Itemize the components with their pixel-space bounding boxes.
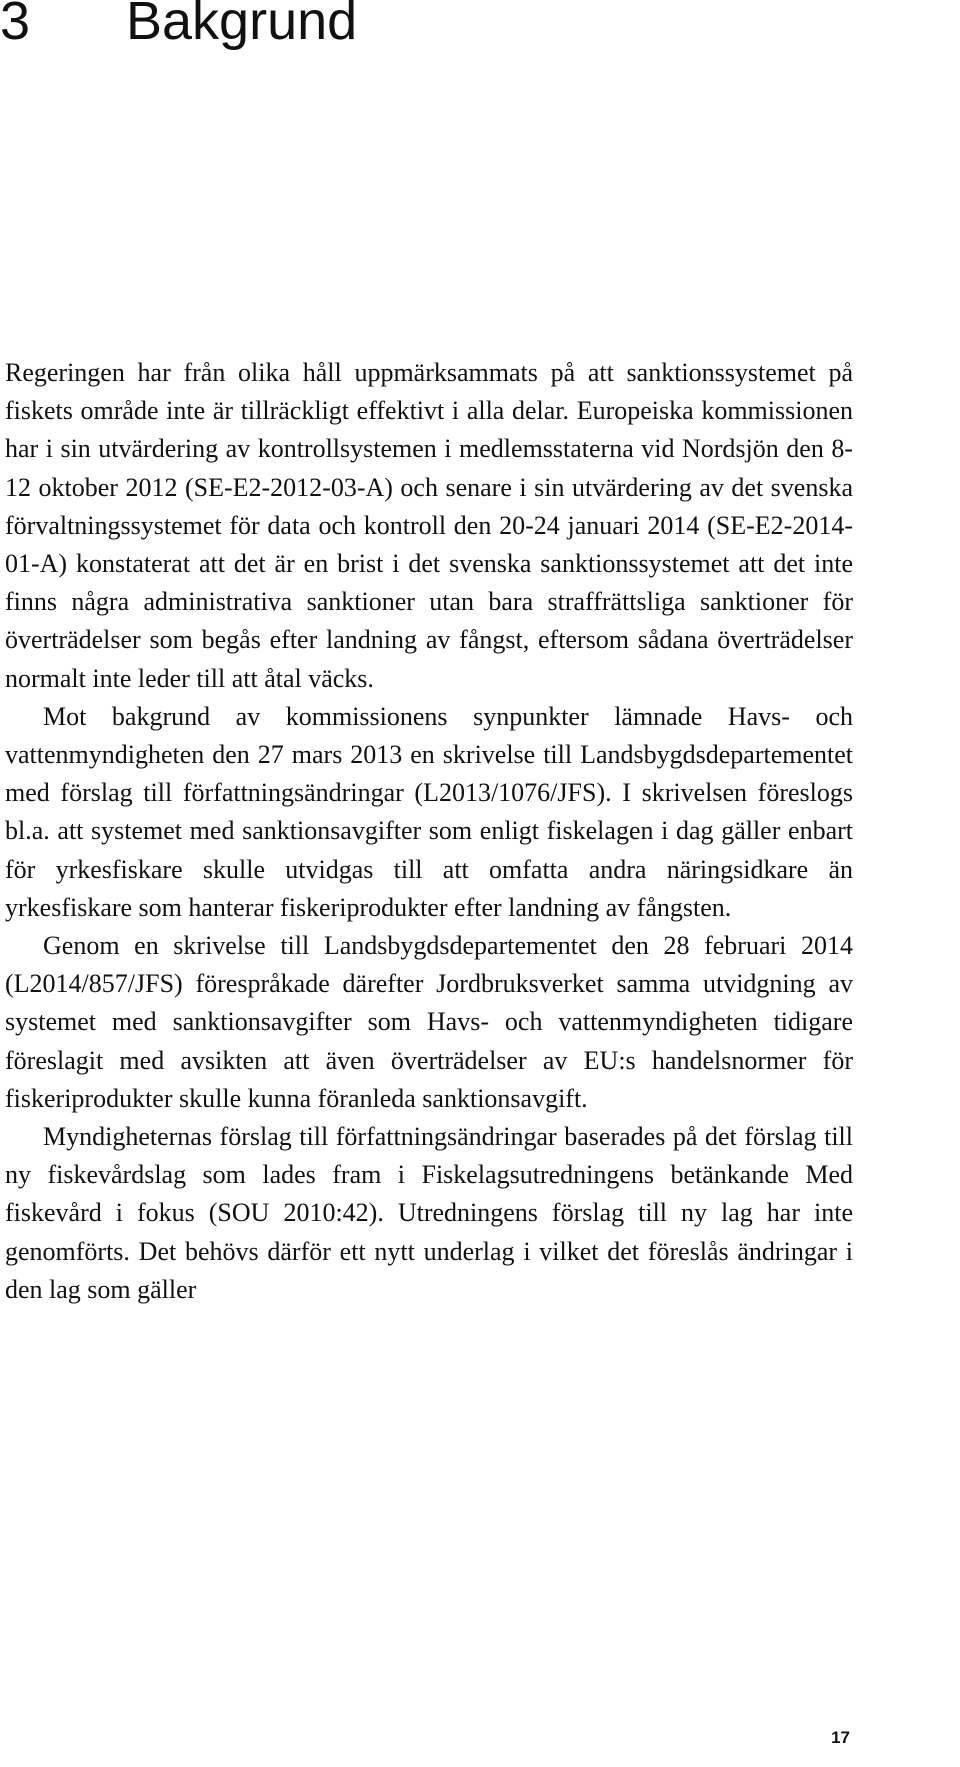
paragraph-2: Mot bakgrund av kommissionens synpunkter lämnade Havs- och vattenmyndigheten den 27 mars 2013 en skrivelse till Landsbygdsdepartementet med förslag till författningsändringar (L2013/1076/JFS). I skrivelsen föreslogs bl.a. att systemet med sanktionsavgifter som enligt fiskelagen i dag gäller enbart för yrkesfiskare skulle utvidgas till att omfatta andra näringsidkare än yrkesfiskare som hanterar fiskeriprodukter efter landning av fångsten. <box>5 701 853 922</box>
chapter-heading <box>0 0 358 51</box>
paragraph-1: Regeringen har från olika håll uppmärksammats på att sanktionssystemet på fiskets område inte är tillräckligt effektivt i alla delar. Europeiska kommissionen har i sin utvärdering av kontrollsystemen i medlemsstaterna vid Nordsjön den 8-12 oktober 2012 (SE-E2-2012-03-A) och senare i sin utvärdering av det svenska förvaltningssystemet för data och kontroll den 20-24 januari 2014 (SE-E2-2014-01-A) konstaterat att det är en brist i det svenska sanktionssystemet att det inte finns några administrativa sanktioner utan bara straffrättsliga sanktioner för överträdelser som begås efter landning av fångst, eftersom sådana överträdelser normalt inte leder till att åtal väcks. <box>5 358 853 693</box>
page-number: 17 <box>831 1728 850 1747</box>
body-text <box>5 354 853 1309</box>
paragraph-3: Genom en skrivelse till Landsbygdsdepartementet den 28 februari 2014 (L2014/857/JFS) förespråkade därefter Jordbruksverket samma utvidgning av systemet med sanktionsavgifter som Havs- och vattenmyndigheten tidigare föreslagit med avsikten att även överträdelser av EU:s handelsnormer för fiskeriprodukter skulle kunna föranleda sanktionsavgift. <box>5 931 853 1113</box>
chapter-title: Bakgrund <box>126 0 358 51</box>
chapter-number: 3 <box>0 0 31 51</box>
paragraph-4: Myndigheternas förslag till författningsändringar baserades på det förslag till ny fiskevårdslag som lades fram i Fiskelagsutredningens betänkande Med fiskevård i fokus (SOU 2010:42). Utredningens förslag till ny lag har inte genomförts. Det behövs därför ett nytt underlag i vilket det föreslås ändringar i den lag som gäller <box>5 1122 853 1304</box>
